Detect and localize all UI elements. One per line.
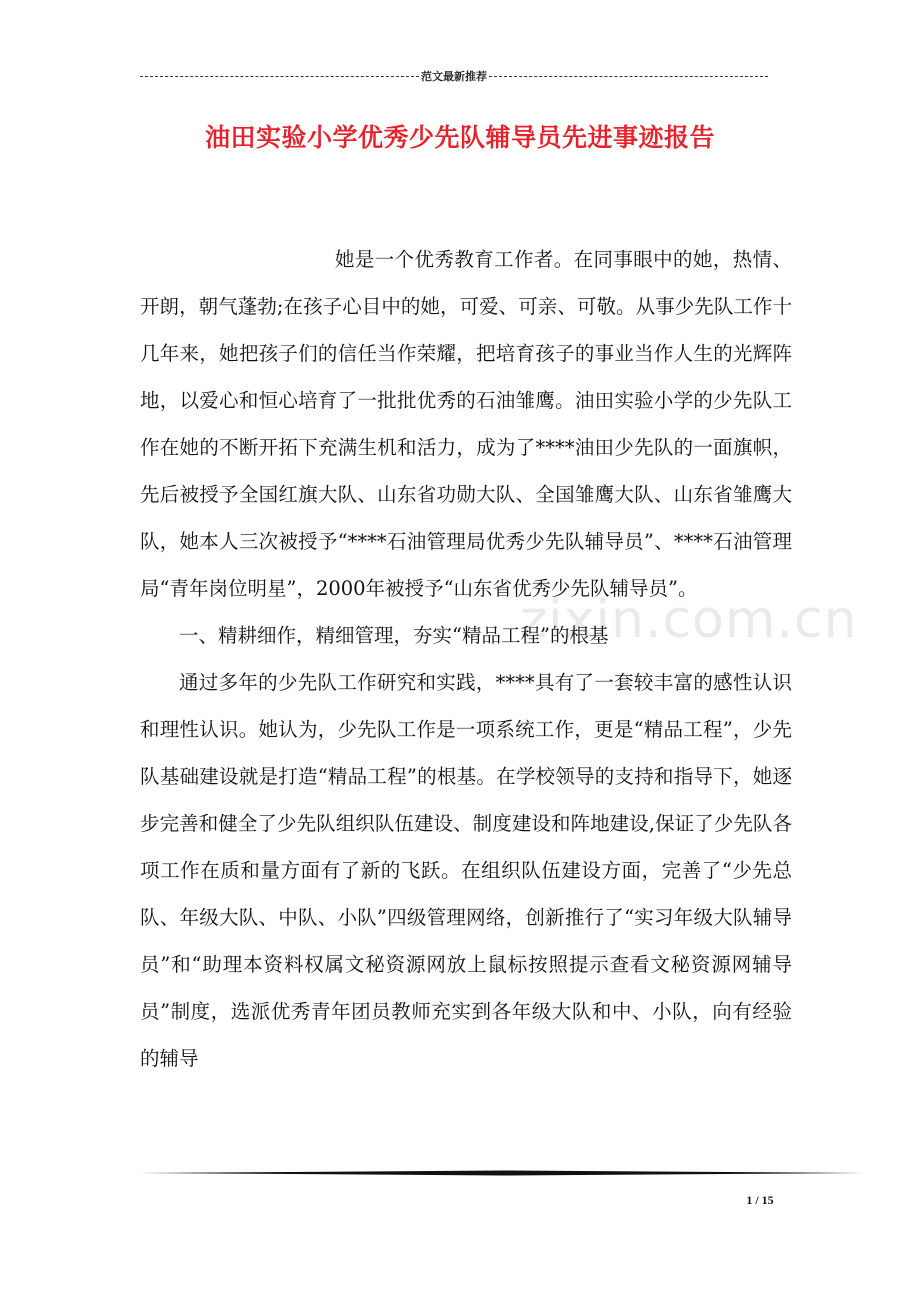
paragraph-section-1: 通过多年的少先队工作研究和实践，****具有了一套较丰富的感性认识和理性认识。她认为，少先队工作是一项系统工作，更是“精品工程”，少先队基础建设就是打造“精品工程”的根基。在学校领导的支持和指导下，她逐步完善和健全了少先队组织队伍建设、制度建设和阵地建设,保证了少先队各项工作在质和量方面有了新的飞跃。在组织队伍建设方面，完善了“少先总队、年级大队、中队、小队”四级管理网络，创新推行了“实习年级大队辅导员”和“助理本资料权属文秘资源网放上鼠标按照提示查看文秘资源网辅导员”制度，选派优秀青年团员教师充实到各年级大队和中、小队，向有经验的辅导 <box>140 671 792 1070</box>
page-header <box>140 66 768 86</box>
page-number: 1 / 15 <box>746 1193 774 1207</box>
footer-rule <box>140 1168 864 1178</box>
header-label: 范文最新推荐 <box>421 70 487 83</box>
header-dash-left <box>140 76 419 77</box>
section-heading: 一、精耕细作，精细管理，夯实“精品工程”的根基 <box>179 624 609 647</box>
header-dash-right <box>489 76 768 77</box>
paragraph-intro: 她是一个优秀教育工作者。在同事眼中的她，热情、开朗，朝气蓬勃;在孩子心目中的她，可爱、可亲、可敬。从事少先队工作十几年来，她把孩子们的信任当作荣耀，把培育孩子的事业当作人生的光辉阵地，以爱心和恒心培育了一批批优秀的石油雏鹰。油田实验小学的少先队工作在她的不断开拓下充满生机和活力，成为了****油田少先队的一面旗帜，先后被授予全国红旗大队、山东省功勋大队、全国雏鹰大队、山东省雏鹰大队，她本人三次被授予“****石油管理局优秀少先队辅导员”、****石油管理局“青年岗位明星”，2000年被授予“山东省优秀少先队辅导员”。 <box>140 248 792 600</box>
footer-rule-line <box>140 1168 864 1178</box>
document-body <box>140 236 792 1082</box>
document-title: 油田实验小学优秀少先队辅导员先进事迹报告 <box>204 123 715 152</box>
watermark: zixin.com.cn <box>520 590 858 650</box>
